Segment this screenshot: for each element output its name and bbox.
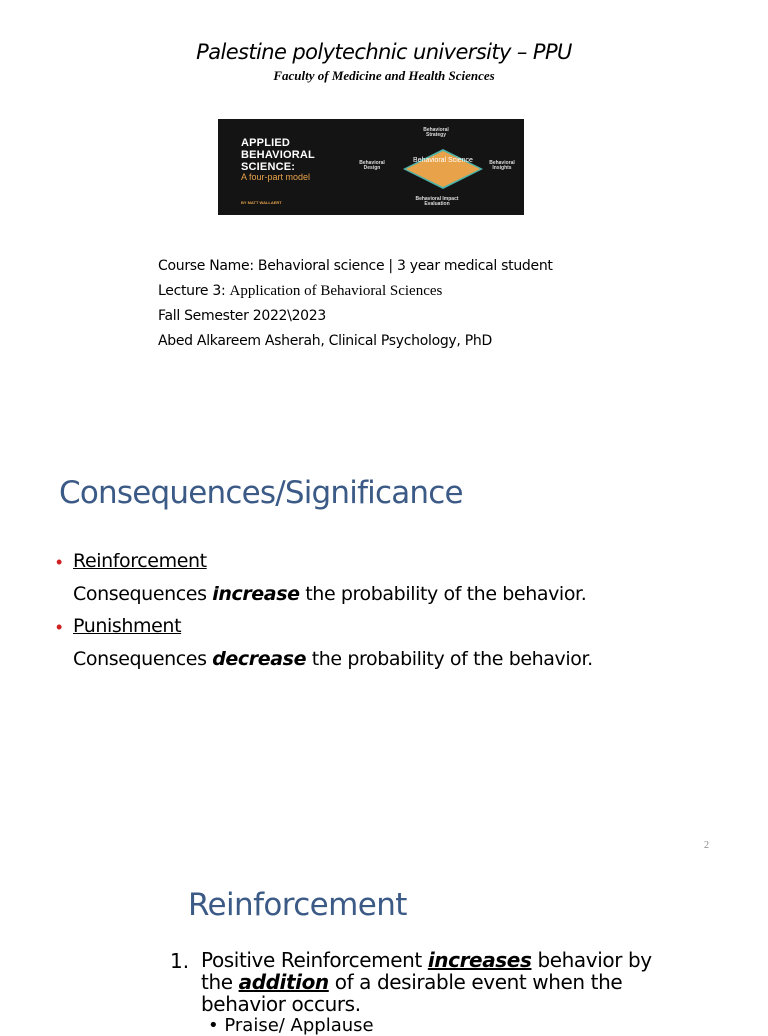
- banner-left-label: Behavioral Design: [359, 160, 385, 171]
- reinforcement-description: Consequences increase the probability of the behavior.: [73, 583, 587, 605]
- banner-byline: BY MATT WALLAERT: [241, 200, 282, 205]
- faculty-subtitle: Faculty of Medicine and Health Sciences: [273, 68, 495, 83]
- slide-title: Consequences/Significance: [59, 475, 463, 511]
- course-info: [158, 254, 553, 354]
- bullet-icon: •: [56, 617, 63, 637]
- sub-item-text: Praise/ Applause: [224, 1015, 374, 1036]
- banner-right-label: Behavioral Insights: [489, 160, 515, 171]
- list-number: 1.: [170, 949, 190, 973]
- instructor-line: Abed Alkareem Asherah, Clinical Psychology, PhD: [158, 333, 492, 349]
- course-name-label: Course Name:: [158, 258, 254, 274]
- banner-top-label: Behavioral Strategy: [423, 127, 449, 138]
- banner-center-label: Behavioral Science: [413, 157, 473, 164]
- slide-title: Reinforcement: [188, 887, 407, 923]
- bullet-icon: •: [56, 552, 63, 572]
- banner-bottom-label: Behavioral Impact Evaluation: [415, 196, 459, 207]
- behavioral-science-diamond: [401, 147, 485, 191]
- banner-subtitle: A four-part model: [241, 172, 311, 182]
- semester-line: Fall Semester 2022\2023: [158, 308, 327, 324]
- banner-title-line: BEHAVIORAL: [241, 149, 315, 161]
- lecture-title: Application of Behavioral Sciences: [229, 283, 443, 299]
- reinforcement-label: Reinforcement: [73, 550, 207, 572]
- punishment-label: Punishment: [73, 615, 182, 637]
- sub-list-item: [208, 1015, 374, 1036]
- banner-title-line: SCIENCE:: [241, 161, 296, 173]
- lecture-label: Lecture 3:: [158, 283, 230, 299]
- sub-bullet-icon: •: [208, 1015, 225, 1036]
- lecture-line: [158, 279, 553, 304]
- page-number: 2: [704, 840, 709, 851]
- course-name-value: Behavioral science | 3 year medical student: [253, 258, 553, 274]
- course-banner-image: [218, 119, 524, 215]
- list-item: Positive Reinforcement increases behavior by the addition of a desirable event when the behavior occurs.: [201, 948, 652, 1016]
- punishment-description: Consequences decrease the probability of the behavior.: [73, 648, 593, 670]
- university-title: Palestine polytechnic university – PPU: [196, 40, 572, 64]
- banner-title-line: APPLIED: [241, 137, 291, 149]
- course-name-line: [158, 254, 553, 279]
